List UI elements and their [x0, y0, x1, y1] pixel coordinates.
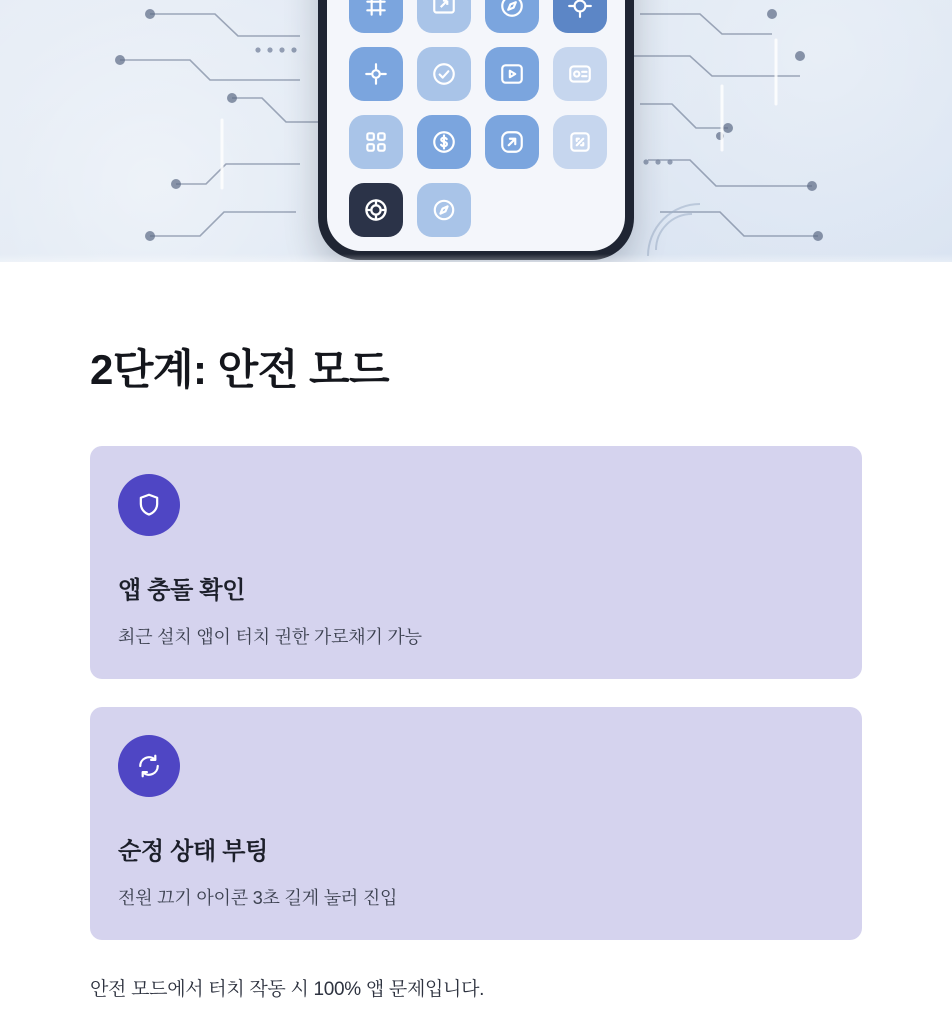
app-icon-grid — [349, 0, 603, 237]
card-title: 앱 충돌 확인 — [118, 577, 246, 605]
expand-icon — [349, 47, 403, 101]
footnote-text: 안전 모드에서 터치 작동 시 100% 앱 문제입니다. — [90, 979, 485, 1001]
aperture-icon — [349, 183, 403, 237]
list-item[interactable] — [90, 446, 862, 679]
shield-icon — [118, 474, 180, 536]
compass-small-icon — [417, 183, 471, 237]
page-title: 2단계: 안전 모드 — [90, 346, 390, 393]
card-list — [90, 446, 862, 940]
qr-icon — [349, 115, 403, 169]
card-description: 최근 설치 앱이 터치 권한 가로채기 가능 — [118, 627, 422, 648]
arrow-circle-icon — [485, 115, 539, 169]
play-box-icon — [485, 47, 539, 101]
compass-icon — [485, 0, 539, 33]
card-title: 순정 상태 부팅 — [118, 838, 269, 866]
smartphone-device — [318, 0, 634, 260]
target-icon — [553, 0, 607, 33]
refresh-circle-icon — [118, 735, 180, 797]
check-circle-icon — [417, 47, 471, 101]
content-area — [0, 262, 952, 1001]
phone-screen — [327, 0, 625, 251]
list-item[interactable] — [90, 707, 862, 940]
card-description: 전원 끄기 아이콘 3초 길게 눌러 진입 — [118, 888, 398, 909]
card-icon — [553, 47, 607, 101]
dollar-icon — [417, 115, 471, 169]
resize-icon — [553, 115, 607, 169]
hero-illustration — [0, 0, 952, 262]
grid-move-icon — [349, 0, 403, 33]
screen-share-icon — [417, 0, 471, 33]
hero-fade — [0, 254, 952, 262]
